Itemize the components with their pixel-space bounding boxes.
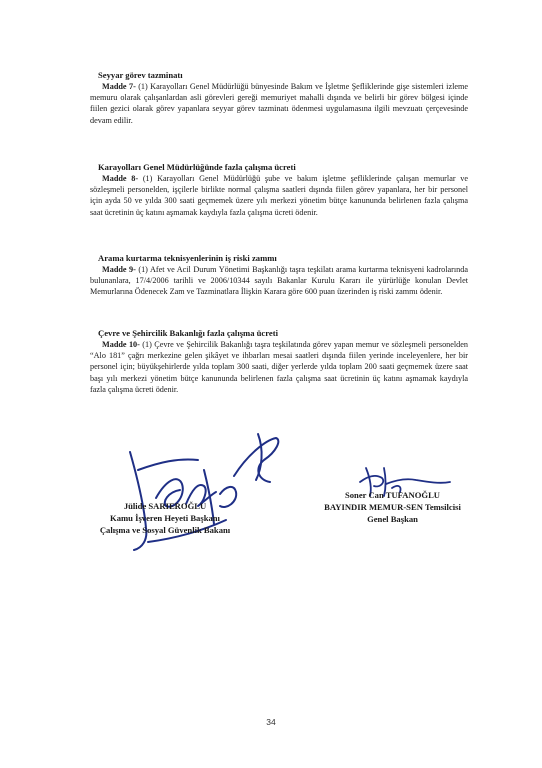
article-text bbox=[90, 81, 468, 126]
signatory-name: Soner Can TUFANOĞLU bbox=[344, 490, 441, 500]
article-body: (1) Çevre ve Şehircilik Bakanlığı taşra teşkilatında görev yapan memur ve sözleşmeli personelden “Alo 181” çağrı merkezine gelen şikâyet ve ihbarları mesai saatleri dışında fiilen yerinde inceleyenlere, her bir personel için; büyükşehirlerde yılda toplam 300 saati, diğer yerlerde yılda toplam 200 saati geçmemek üzere saat başı yılı merkezi yönetim bütçe kanununda belirlenen fazla çalışma saat ücretinin üç katını aşmamak kaydıyla fazla çalışma ücreti ödenir. bbox=[90, 340, 469, 394]
article-body: (1) Karayolları Genel Müdürlüğü bünyesinde Bakım ve İşletme Şefliklerinde gişe sistemleri izleme memuru olarak çalışanlardan asli görevleri gereği memuriyet mahalli dışında ve belirli bir görev bölgesi içinde fiilen gezici olarak görev yapanlara seyyar görev tazminatı ödenmesi uygulamasına ilgili mevzuatı çerçevesinde devam edilir. bbox=[90, 82, 468, 125]
article-text bbox=[90, 264, 468, 298]
article-heading: Karayolları Genel Müdürlüğünde fazla çalışma ücreti bbox=[98, 162, 296, 172]
article-heading: Çevre ve Şehircilik Bakanlığı fazla çalışma ücreti bbox=[98, 328, 278, 338]
signatory-title: Çalışma ve Sosyal Güvenlik Bakanı bbox=[99, 525, 231, 535]
article-heading: Seyyar görev tazminatı bbox=[98, 70, 183, 80]
article-number: Madde 10- bbox=[102, 340, 140, 349]
signatory-title: BAYINDIR MEMUR-SEN Temsilcisi bbox=[324, 502, 461, 512]
article-8 bbox=[90, 162, 468, 218]
article-9 bbox=[90, 253, 468, 298]
article-heading: Arama kurtarma teknisyenlerinin iş riski zammı bbox=[98, 253, 277, 263]
article-10 bbox=[90, 328, 468, 395]
article-number: Madde 8- bbox=[102, 174, 139, 183]
signatory-title: Kamu İşveren Heyeti Başkanı bbox=[110, 513, 220, 523]
article-text bbox=[90, 339, 468, 395]
article-number: Madde 7- bbox=[102, 82, 136, 91]
left-signature-block bbox=[70, 500, 260, 536]
article-number: Madde 9- bbox=[102, 265, 136, 274]
article-body: (1) Karayolları Genel Müdürlüğü şube ve bakım işletme şefliklerinde çalışan memurlar ve sözleşmeli personelden, işçilerle birlikte normal çalışma saatleri dışında fiilen görev yapanlara, her bir personel için ayda 50 ve yılda 300 saati geçmemek üzere yılı merkezi yönetim bütçe kanununda belirlenen fazla çalışma saat ücretinin üç katını aşmamak kaydıyla fazla çalışma ücreti ödenir. bbox=[90, 174, 468, 217]
signatory-title: Genel Başkan bbox=[367, 514, 418, 524]
article-7 bbox=[90, 70, 468, 126]
article-body: (1) Afet ve Acil Durum Yönetimi Başkanlığı taşra teşkilatı arama kurtarma teknisyeni kadrolarında bulunanlara, 17/4/2006 tarihli ve 2006/10344 sayılı Bakanlar Kurulu Kararı ile yürürlüğe konulan Devlet Memurlarına Ödenecek Zam ve Tazminatlara İlişkin Karara göre 600 puan üzerinden iş riski zammı ödenir. bbox=[90, 265, 468, 297]
article-text bbox=[90, 173, 468, 218]
signatory-name: Jülide SARIEROĞLU bbox=[123, 501, 207, 511]
right-signature-block bbox=[290, 489, 495, 525]
page-number: 34 bbox=[266, 717, 276, 727]
